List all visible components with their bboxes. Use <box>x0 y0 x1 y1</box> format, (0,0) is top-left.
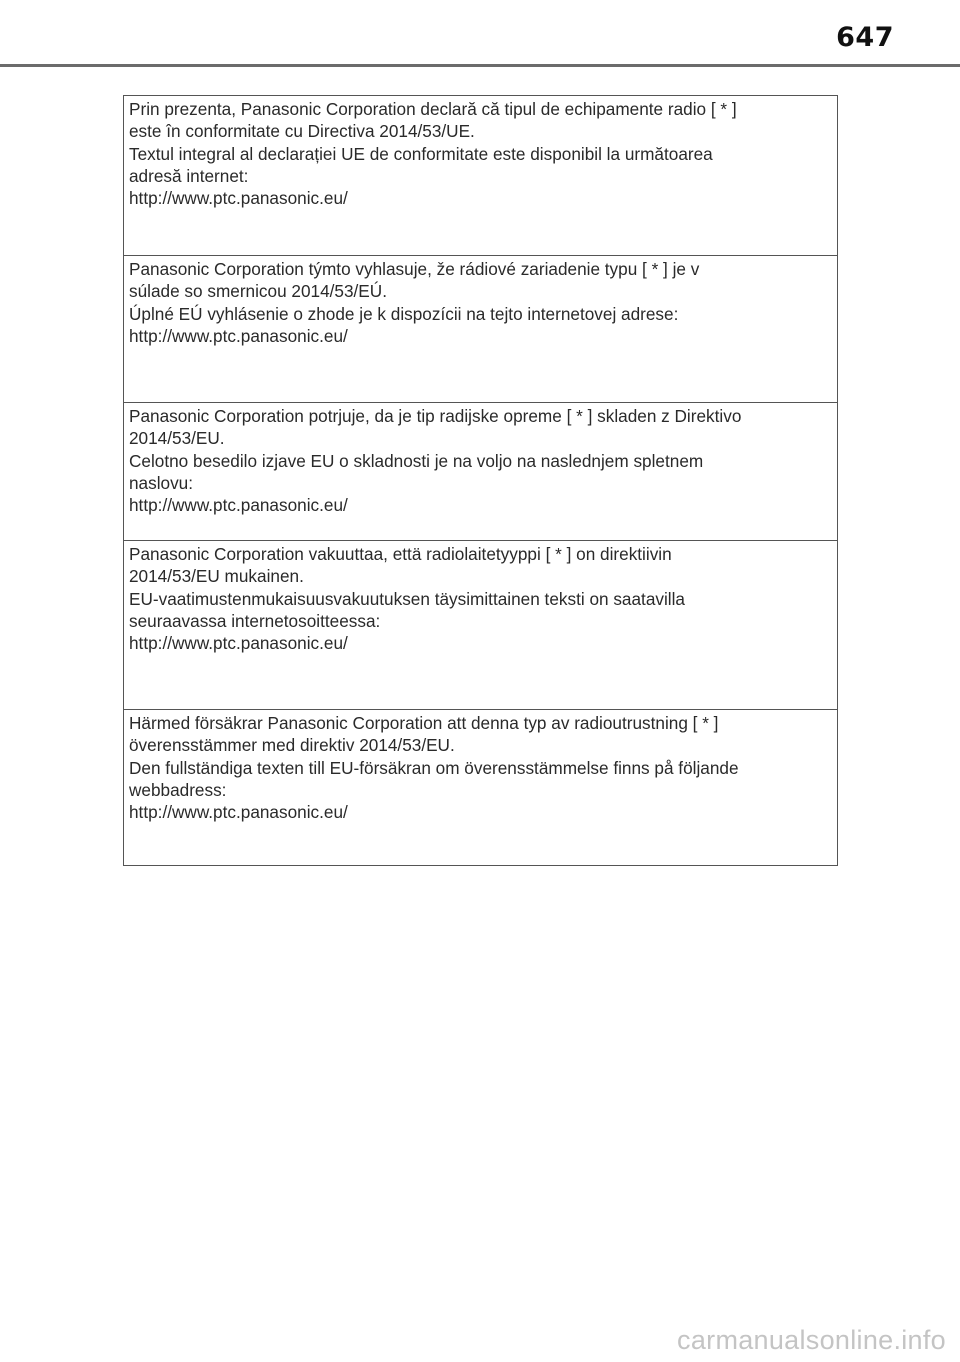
declaration-url: http://www.ptc.panasonic.eu/ <box>129 188 348 209</box>
declaration-line: Úplné EÚ vyhlásenie o zhode je k dispozícii na tejto internetovej adrese: <box>129 303 679 324</box>
declaration-line: seuraavassa internetosoitteessa: <box>129 610 381 631</box>
declaration-line: Härmed försäkrar Panasonic Corporation att denna typ av radioutrustning [ * ] <box>129 713 719 733</box>
declaration-url: http://www.ptc.panasonic.eu/ <box>129 633 348 654</box>
declaration-swedish <box>124 710 837 865</box>
declaration-line: Panasonic Corporation potrjuje, da je tip radijske opreme [ * ] skladen z Direktivo <box>129 406 742 426</box>
declaration-line: överensstämmer med direktiv 2014/53/EU. <box>129 735 455 756</box>
declaration-line: este în conformitate cu Directiva 2014/53/UE. <box>129 121 475 142</box>
watermark: carmanualsonline.info <box>677 1325 946 1355</box>
declaration-line: Panasonic Corporation vakuuttaa, että radiolaitetyyppi [ * ] on direktiivin <box>129 544 672 564</box>
declaration-line: adresă internet: <box>129 165 249 186</box>
declaration-line: Panasonic Corporation týmto vyhlasuje, že rádiové zariadenie typu [ * ] je v <box>129 259 700 279</box>
declaration-line: EU-vaatimustenmukaisuusvakuutuksen täysimittainen teksti on saatavilla <box>129 588 685 609</box>
declaration-finnish <box>124 541 837 710</box>
declarations-table <box>123 95 838 866</box>
declaration-line: Celotno besedilo izjave EU o skladnosti je na voljo na naslednjem spletnem <box>129 450 704 471</box>
header-rule <box>0 64 960 67</box>
declaration-romanian <box>124 96 837 256</box>
declaration-line: Prin prezenta, Panasonic Corporation declară că tipul de echipamente radio [ * ] <box>129 99 737 119</box>
declaration-line: súlade so smernicou 2014/53/EÚ. <box>129 281 387 302</box>
declaration-line: webbadress: <box>129 779 227 800</box>
declaration-line: 2014/53/EU mukainen. <box>129 566 304 587</box>
page-number: 647 <box>836 22 894 53</box>
declaration-line: Textul integral al declarației UE de conformitate este disponibil la următoarea <box>129 143 713 164</box>
declaration-url: http://www.ptc.panasonic.eu/ <box>129 802 348 823</box>
declaration-slovak <box>124 256 837 403</box>
declaration-line: 2014/53/EU. <box>129 428 225 449</box>
declaration-url: http://www.ptc.panasonic.eu/ <box>129 325 348 346</box>
declaration-line: Den fullständiga texten till EU-försäkran om överensstämmelse finns på följande <box>129 757 739 778</box>
declaration-line: naslovu: <box>129 472 194 493</box>
declaration-slovenian <box>124 403 837 541</box>
declaration-url: http://www.ptc.panasonic.eu/ <box>129 495 348 516</box>
